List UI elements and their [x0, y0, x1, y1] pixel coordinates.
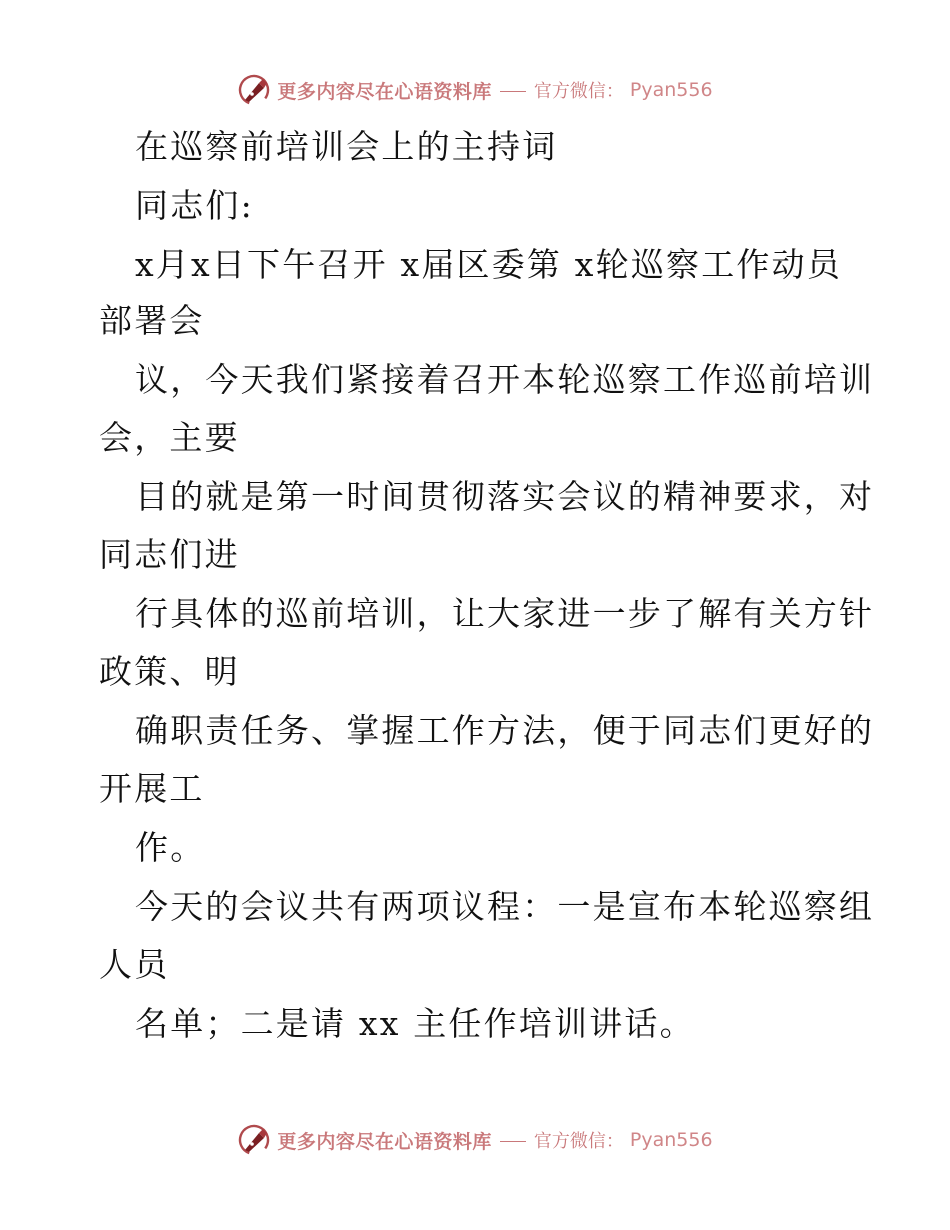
document-title: 在巡察前培训会上的主持词 [135, 127, 558, 166]
banner-wechat-label: 官方微信： [533, 81, 624, 102]
paragraph-line: 今天的会议共有两项议程：一是宣布本轮巡察组 [135, 887, 875, 926]
paragraph-line: 行具体的巡前培训，让大家进一步了解有关方针 [135, 594, 875, 633]
paragraph-line: 开展工 [99, 769, 205, 808]
banner-wechat-label: 官方微信： [533, 1131, 624, 1152]
paragraph-line: 确职责任务、掌握工作方法，便于同志们更好的 [135, 711, 875, 750]
banner-wechat-id: Pyan556 [629, 79, 713, 101]
banner-dash [500, 91, 526, 92]
banner-main-text: 更多内容尽在心语资料库 [277, 80, 492, 103]
pen-nib-logo-icon [237, 73, 271, 107]
paragraph-line: 议，今天我们紧接着召开本轮巡察工作巡前培训 [135, 360, 875, 399]
banner-main-text: 更多内容尽在心语资料库 [277, 1130, 492, 1153]
paragraph-line: 会，主要 [99, 418, 240, 457]
paragraph-line: 名单；二是请 xx 主任作培训讲话。 [135, 1004, 695, 1043]
paragraph-line: x月x日下午召开 x届区委第 x轮巡察工作动员 [135, 245, 843, 284]
paragraph-line: 部署会 [99, 301, 205, 340]
paragraph-line: 目的就是第一时间贯彻落实会议的精神要求，对 [135, 477, 875, 516]
pen-nib-logo-icon [237, 1123, 271, 1157]
footer-banner [0, 1120, 950, 1160]
paragraph-line: 同志们进 [99, 535, 240, 574]
banner-dash [500, 1141, 526, 1142]
paragraph-line: 作。 [135, 828, 206, 867]
paragraph-line: 政策、明 [99, 652, 240, 691]
header-banner [0, 70, 950, 110]
paragraph-line: 同志们: [135, 186, 254, 225]
paragraph-line: 人员 [99, 945, 170, 984]
banner-wechat-id: Pyan556 [629, 1129, 713, 1151]
